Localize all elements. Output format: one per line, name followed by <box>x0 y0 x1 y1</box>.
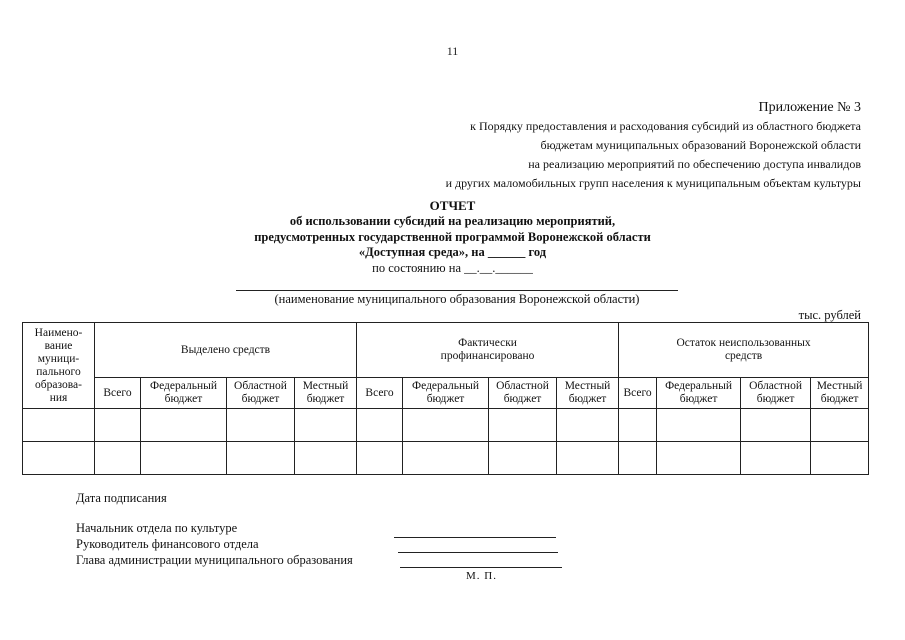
appendix-line: на реализацию мероприятий по обеспечению доступа инвалидов <box>528 157 861 171</box>
table-cell[interactable] <box>811 409 869 442</box>
table-cell[interactable] <box>657 409 741 442</box>
signature-role: Руководитель финансового отдела <box>76 537 259 551</box>
table-row <box>23 409 869 442</box>
table-cell[interactable] <box>489 442 557 475</box>
subheader-local: Местный бюджет <box>811 378 869 409</box>
unit-label: тыс. рублей <box>798 308 861 322</box>
subheader-federal: Федеральный бюджет <box>403 378 489 409</box>
report-heading <box>0 198 905 276</box>
table-cell[interactable] <box>295 442 357 475</box>
subheader-regional: Областной бюджет <box>489 378 557 409</box>
appendix-header <box>446 98 861 193</box>
table-cell[interactable] <box>741 442 811 475</box>
signature-role: Начальник отдела по культуре <box>76 521 238 535</box>
stamp-place-label: М. П. <box>466 570 497 582</box>
table-cell[interactable] <box>557 442 619 475</box>
subheader-total: Всего <box>357 378 403 409</box>
report-as-of: по состоянию на __.__.______ <box>372 260 533 275</box>
table-cell[interactable] <box>295 409 357 442</box>
subheader-total: Всего <box>95 378 141 409</box>
header-allocated: Выделено средств <box>95 323 357 378</box>
table-cell[interactable] <box>741 409 811 442</box>
report-title: ОТЧЕТ <box>429 198 476 213</box>
table-cell[interactable] <box>227 442 295 475</box>
header-financed: Фактически профинансировано <box>357 323 619 378</box>
table-cell[interactable] <box>403 442 489 475</box>
header-remainder: Остаток неиспользованных средств <box>619 323 869 378</box>
table-cell[interactable] <box>23 442 95 475</box>
table-cell[interactable] <box>95 409 141 442</box>
table-cell[interactable] <box>557 409 619 442</box>
table-cell[interactable] <box>141 409 227 442</box>
signature-line[interactable] <box>400 567 562 568</box>
signature-role: Глава администрации муниципального образования <box>76 553 353 567</box>
table-cell[interactable] <box>619 442 657 475</box>
page-number: 11 <box>446 44 459 58</box>
signature-line[interactable] <box>398 552 558 553</box>
appendix-title: Приложение № 3 <box>758 100 861 115</box>
municipality-caption: (наименование муниципального образования Воронежской области) <box>274 292 640 306</box>
table-cell[interactable] <box>227 409 295 442</box>
subheader-local: Местный бюджет <box>557 378 619 409</box>
subheader-regional: Областной бюджет <box>741 378 811 409</box>
table-cell[interactable] <box>357 442 403 475</box>
table-cell[interactable] <box>657 442 741 475</box>
subheader-federal: Федеральный бюджет <box>141 378 227 409</box>
table-cell[interactable] <box>489 409 557 442</box>
report-subtitle-line: об использовании субсидий на реализацию мероприятий, <box>289 214 616 228</box>
subheader-federal: Федеральный бюджет <box>657 378 741 409</box>
table-cell[interactable] <box>811 442 869 475</box>
table-cell[interactable] <box>619 409 657 442</box>
table-cell[interactable] <box>357 409 403 442</box>
signing-date-label: Дата подписания <box>76 491 167 505</box>
table-cell[interactable] <box>23 409 95 442</box>
table-cell[interactable] <box>95 442 141 475</box>
subheader-local: Местный бюджет <box>295 378 357 409</box>
table-cell[interactable] <box>141 442 227 475</box>
municipality-blank-line <box>236 290 678 291</box>
table-row <box>23 442 869 475</box>
report-table <box>22 322 869 475</box>
header-municipality: Наимено- вание муници- пального образова- ния <box>23 323 95 409</box>
signature-line[interactable] <box>394 537 556 538</box>
appendix-line: и других маломобильных групп населения к муниципальным объектам культуры <box>445 176 861 190</box>
subheader-total: Всего <box>619 378 657 409</box>
appendix-line: бюджетам муниципальных образований Воронежской области <box>540 138 861 152</box>
subheader-regional: Областной бюджет <box>227 378 295 409</box>
report-subtitle-line: предусмотренных государственной программой Воронежской области <box>254 229 651 244</box>
appendix-line: к Порядку предоставления и расходования субсидий из областного бюджета <box>470 119 861 133</box>
table-cell[interactable] <box>403 409 489 442</box>
signature-block <box>76 490 353 568</box>
report-subtitle-line: «Доступная среда», на ______ год <box>358 245 547 259</box>
